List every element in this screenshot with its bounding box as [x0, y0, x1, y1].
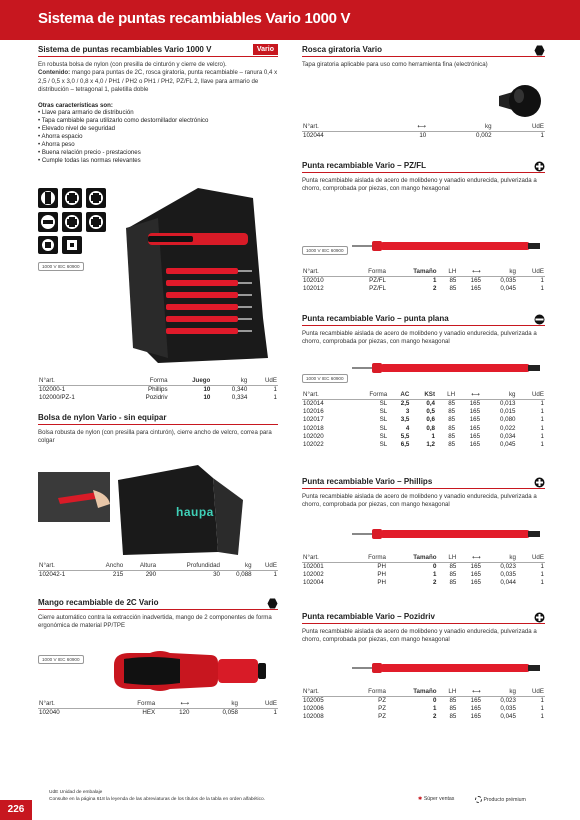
cell: 165: [469, 416, 481, 424]
col-header: N°art.: [38, 700, 101, 709]
col-header: kg: [482, 554, 517, 563]
cell: 102016: [303, 408, 324, 416]
cell: 2: [433, 285, 437, 293]
cell: PZ: [378, 705, 387, 713]
col-header: Forma: [101, 700, 156, 709]
cell: 0: [433, 697, 437, 704]
col-header: kg: [481, 391, 516, 400]
col-header: Tamaño: [387, 688, 437, 697]
cell: 102042-1: [39, 571, 66, 578]
cell: 85: [448, 416, 456, 424]
cell: 1: [540, 432, 544, 440]
col-header: LH: [438, 688, 458, 697]
cell: 102000-1: [39, 386, 66, 393]
legend-label: Súper ventas: [423, 796, 455, 802]
cell: 0,035: [500, 277, 516, 284]
cell: 1: [540, 408, 544, 416]
cell: 1: [540, 571, 544, 579]
cell: 1: [273, 394, 277, 402]
pzfl-table: [302, 268, 545, 293]
cell: 1: [540, 705, 544, 713]
cell: 102012: [303, 285, 324, 293]
section-title: [38, 412, 278, 425]
cell: 0,045: [500, 285, 516, 293]
mango-description: Cierre automático contra la extracción inadvertida, mango de 2 componentes de forma ergonómica de material PP/TPE: [38, 614, 272, 630]
cell: 4: [405, 424, 410, 432]
col-header: Ancho: [89, 562, 124, 571]
cell: 102017: [303, 416, 324, 424]
page-title: Sistema de puntas recambiables Vario 1000 V: [38, 10, 351, 27]
cell: 85: [449, 277, 457, 284]
cell: 3: [405, 408, 410, 416]
col-header: AC: [388, 391, 410, 400]
col-header: N°art.: [302, 268, 347, 277]
page-number: 226: [0, 800, 32, 820]
cell: SL: [379, 416, 388, 424]
cell: 102005: [303, 697, 324, 704]
cell: HEX: [142, 709, 156, 716]
col-header: kg: [482, 688, 517, 697]
table-row: [38, 571, 278, 580]
pozidriv-icon: [534, 612, 545, 623]
product-image-bit-phillips: [352, 526, 542, 542]
pzfl-title: Punta recambiable Vario – PZ/FL: [302, 161, 427, 170]
cell: 1: [273, 571, 277, 578]
col-header: LH: [436, 391, 456, 400]
cell: 0,340: [231, 386, 248, 393]
feature-item: • Elevado nivel de seguridad: [38, 125, 278, 133]
cell: 0,045: [500, 441, 516, 449]
cell: 0,044: [500, 579, 516, 587]
cell: 5,5: [400, 432, 410, 440]
cell: 85: [448, 400, 456, 407]
feature-item: • Ahorra espacio: [38, 133, 278, 141]
col-header: kg: [221, 562, 253, 571]
cell: 165: [470, 571, 481, 579]
cell: SL: [379, 400, 388, 407]
cell: 0,035: [500, 571, 516, 579]
cell: SL: [379, 432, 388, 440]
phillips-description: Punta recambiable aislada de acero de molibdeno y vanadio endurecida, pulverizada a chorro, comprobada por piezas, con mango hexagonal: [302, 493, 537, 509]
table-row: [302, 697, 545, 706]
cell: 165: [469, 424, 481, 432]
table-row: [302, 285, 545, 293]
bolsa-title: Bolsa de nylon Vario - sin equipar: [38, 413, 167, 422]
cell: 85: [449, 705, 457, 713]
cell: 165: [470, 697, 481, 704]
cell: 165: [469, 400, 481, 407]
cell: 85: [448, 408, 456, 416]
col-header: UdE: [253, 562, 278, 571]
table-row: [302, 433, 545, 441]
feature-item: • Ahorra peso: [38, 141, 278, 149]
star-icon: ✱: [418, 796, 423, 802]
iec-badge: 1000 V IEC 60900: [302, 374, 348, 383]
section-title: [38, 44, 278, 57]
pozidriv-description: Punta recambiable aislada de acero de molibdeno y vanadio endurecida, pulverizada a chorro, comprobada por piezas, con mango hexagonal: [302, 628, 537, 644]
cell: 0,334: [231, 394, 248, 402]
main-set-title: Sistema de puntas recambiables Vario 1000 V: [38, 45, 212, 54]
bolsa-table: [38, 562, 278, 579]
premium-icon: [475, 796, 482, 803]
col-header: N°art.: [38, 377, 118, 386]
cell: 85: [449, 579, 457, 587]
product-image-toolset: [118, 188, 273, 366]
cell: 0,5: [426, 408, 435, 416]
legend-premium: [475, 796, 526, 803]
cell: 0,080: [500, 416, 516, 424]
cell: 0,015: [500, 408, 516, 416]
iec-badge: 1000 V IEC 60900: [38, 655, 84, 664]
table-row: [302, 563, 545, 572]
hex-icon: [534, 45, 545, 56]
section-pozidriv: [302, 611, 545, 645]
cell: 165: [470, 579, 481, 587]
table-row: [302, 579, 545, 587]
col-header: Altura: [124, 562, 157, 571]
pozidriv-title: Punta recambiable Vario – Pozidriv: [302, 612, 435, 621]
features-label: Otras características son:: [38, 101, 113, 109]
cell: 102040: [39, 709, 60, 716]
cell: 10: [203, 394, 211, 402]
cell: PH: [377, 579, 387, 587]
cell: 3,5: [400, 416, 410, 424]
legend-label: Producto prémium: [483, 796, 526, 803]
col-header: Forma: [347, 268, 387, 277]
col-header: kg: [427, 123, 492, 132]
cell: PH: [377, 571, 387, 579]
cell: 102044: [303, 132, 324, 139]
cell: 1: [540, 400, 544, 407]
section-title: [302, 313, 545, 326]
table-row: [302, 416, 545, 424]
cell: 85: [449, 285, 457, 293]
cell: 1: [540, 441, 544, 449]
feature-item: • Llave para armario de distribución: [38, 109, 278, 117]
col-header: ⟷: [457, 268, 482, 277]
cell: 1: [540, 132, 544, 139]
section-bolsa: [38, 412, 278, 446]
rosca-title: Rosca giratoria Vario: [302, 45, 383, 54]
features-list: [38, 109, 278, 166]
footer-note: Consulte en la página 618 la leyenda de las abreviaturas de los títulos de la tabla en orden alfabético.: [49, 796, 266, 802]
pozidriv-table: [302, 688, 545, 722]
col-header: UdE: [248, 377, 278, 386]
footer-note: UdE Unidad de embalaje: [49, 790, 103, 795]
cell: 85: [449, 713, 457, 721]
col-header: ⟷: [156, 700, 190, 709]
phillips-icon: [534, 477, 545, 488]
hex-icon: [267, 598, 278, 609]
cell: 10: [419, 132, 427, 139]
cell: 1: [540, 424, 544, 432]
cell: 1,2: [426, 441, 435, 449]
col-header: N°art.: [38, 562, 89, 571]
col-header: UdE: [517, 688, 545, 697]
cell: 102001: [303, 563, 324, 570]
cell: PH: [377, 563, 387, 570]
cell: 102018: [303, 424, 324, 432]
footer-notes: [49, 790, 265, 803]
cell: 102002: [303, 571, 324, 579]
table-row: [302, 705, 545, 713]
product-image-cap: [495, 82, 545, 120]
col-header: kg: [482, 268, 517, 277]
cell: PZ: [378, 697, 387, 704]
cell: 85: [448, 432, 456, 440]
col-header: ⟷: [456, 391, 481, 400]
contenido-text: mango para puntas de 2C, rosca giratoria, punta recambiable – ranura 0,4 x 2,5 / 0,5 x 3,0 / 0,8 x 4,0 / PH1 / PH2 o PH1 / PH2, PZ/FL 2, llave para armario de distribución – tetragonal 1, paletilla doble: [38, 69, 278, 94]
cell: 102020: [303, 432, 324, 440]
table-row: [302, 571, 545, 579]
product-image-handle: [110, 645, 270, 697]
col-header: Profundidad: [157, 562, 221, 571]
table-row: [302, 441, 545, 449]
cell: 165: [470, 277, 481, 284]
cell: 102006: [303, 705, 324, 713]
cell: 1: [540, 277, 544, 284]
cell: 1: [273, 386, 277, 393]
cell: 1: [433, 277, 437, 284]
table-row: [302, 132, 545, 141]
cell: 2: [433, 579, 437, 587]
legend-bestseller: [418, 796, 454, 802]
cell: PZ/FL: [369, 277, 387, 284]
cell: 0,023: [500, 563, 516, 570]
col-header: UdE: [493, 123, 545, 132]
cell: 1: [433, 571, 437, 579]
vario-tag: Vario: [253, 44, 278, 55]
feature-item: • Buena relación precio - prestaciones: [38, 149, 278, 157]
col-header: ⟷: [457, 688, 482, 697]
cell: 0,035: [500, 705, 516, 713]
pzfl-description: Punta recambiable aislada de acero de molibdeno y vanadio endurecida, pulverizada a chorro, comprobada por piezas, con mango hexagonal: [302, 177, 537, 193]
table-row: [302, 400, 545, 409]
section-pzfl: [302, 160, 545, 194]
phillips-title: Punta recambiable Vario – Phillips: [302, 477, 433, 486]
plana-description: Punta recambiable aislada de acero de molibdeno y vanadio endurecida, pulverizada a chorro, comprobada por piezas, con mango hexagonal: [302, 330, 537, 346]
phillips-table: [302, 554, 545, 588]
col-header: UdE: [239, 700, 278, 709]
cell: 0,058: [222, 709, 238, 716]
cell: 165: [469, 432, 481, 440]
col-header: ⟷: [387, 123, 428, 132]
product-image-pouch: [38, 460, 278, 560]
col-header: Forma: [347, 688, 387, 697]
cell: 85: [448, 441, 456, 449]
cell: 165: [469, 408, 481, 416]
table-row: [302, 277, 545, 286]
cell: 1: [433, 705, 437, 713]
cell: 85: [449, 697, 457, 704]
section-main-set: [38, 44, 278, 165]
cell: 10: [203, 386, 211, 393]
cell: 120: [179, 709, 190, 716]
rosca-table: [302, 123, 545, 140]
cell: 0,8: [426, 424, 435, 432]
col-header: N°art.: [302, 123, 387, 132]
cell: 1: [540, 563, 544, 570]
table-row: [302, 425, 545, 433]
cell: 0,4: [426, 400, 435, 407]
cell: 165: [470, 563, 481, 570]
cell: 0,023: [500, 697, 516, 704]
product-image-bit-pzfl: [302, 232, 545, 260]
section-plana: [302, 313, 545, 347]
cell: PZ: [378, 713, 387, 721]
cell: 102008: [303, 713, 324, 721]
product-image-bit-pozidriv: [352, 660, 542, 676]
cell: 0,045: [500, 713, 516, 721]
cell: 0,6: [426, 416, 435, 424]
section-title: [38, 597, 278, 610]
cell: 102004: [303, 579, 324, 587]
cell: 1: [540, 713, 544, 721]
col-header: kg: [190, 700, 239, 709]
plana-table: [302, 391, 545, 449]
section-title: [302, 611, 545, 624]
tool-icon-grid: [38, 188, 110, 254]
cell: 0,013: [500, 400, 516, 407]
section-title: [302, 476, 545, 489]
table-row: [302, 408, 545, 416]
mango-title: Mango recambiable de 2C Vario: [38, 598, 159, 607]
col-header: Forma: [347, 554, 387, 563]
col-header: KSt: [410, 391, 436, 400]
col-header: Tamaño: [387, 268, 437, 277]
cell: 215: [112, 571, 124, 578]
cell: 2: [433, 713, 437, 721]
cell: 1: [273, 709, 277, 716]
col-header: UdE: [517, 554, 545, 563]
cell: 165: [470, 285, 481, 293]
cell: Phillips: [147, 386, 168, 393]
section-rosca: [302, 44, 545, 69]
cell: 85: [449, 571, 457, 579]
cell: 102022: [303, 441, 324, 449]
cell: 85: [448, 424, 456, 432]
iec-badge: 1000 V IEC 60900: [302, 246, 348, 255]
cell: 165: [470, 705, 481, 713]
cell: 85: [449, 563, 457, 570]
cell: 0,088: [236, 571, 252, 578]
cell: 1: [540, 697, 544, 704]
main-desc-line: En robusta bolsa de nylon (con presilla de cinturón y cierre de velcro).: [38, 61, 227, 68]
cell: 0: [433, 563, 437, 570]
col-header: Forma: [118, 377, 169, 386]
col-header: LH: [438, 268, 458, 277]
cell: 2,5: [400, 400, 410, 407]
section-title: [302, 44, 545, 57]
cell: SL: [379, 424, 388, 432]
col-header: kg: [211, 377, 248, 386]
plana-title: Punta recambiable Vario – punta plana: [302, 314, 449, 323]
page-header: [0, 0, 580, 40]
section-mango: [38, 597, 278, 631]
col-header: Juego: [169, 377, 212, 386]
col-header: Tamaño: [387, 554, 437, 563]
col-header: N°art.: [302, 688, 347, 697]
bolsa-description: Bolsa robusta de nylon (con presilla para cinturón), cierre ancho de velcro, correa para colgar: [38, 429, 272, 445]
cell: 6,5: [400, 441, 410, 449]
contenido-label: Contenido:: [38, 69, 71, 77]
cell: 1: [431, 432, 435, 440]
cell: PZ/FL: [369, 285, 387, 293]
cell: 1: [540, 416, 544, 424]
haupa-logo: haupa: [176, 505, 214, 519]
col-header: UdE: [517, 268, 545, 277]
cell: 0,002: [476, 132, 492, 139]
main-set-description: [38, 61, 278, 95]
col-header: LH: [438, 554, 458, 563]
cell: 102014: [303, 400, 324, 407]
col-header: Forma: [348, 391, 388, 400]
cell: 102000/PZ-1: [39, 394, 75, 402]
cell: 165: [470, 713, 481, 721]
cell: 1: [540, 579, 544, 587]
feature-item: • Cumple todas las normas relevantes: [38, 157, 278, 165]
cell: 1: [540, 285, 544, 293]
mango-table: [38, 700, 278, 717]
cell: 0,034: [500, 432, 516, 440]
col-header: N°art.: [302, 391, 348, 400]
section-title: [302, 160, 545, 173]
table-row: [38, 386, 278, 395]
main-set-table: [38, 377, 278, 402]
col-header: N°art.: [302, 554, 347, 563]
cell: 0,022: [500, 424, 516, 432]
cell: 102010: [303, 277, 324, 284]
cell: SL: [379, 441, 388, 449]
cell: 30: [213, 571, 220, 578]
cell: Pozidriv: [145, 394, 168, 402]
iec-badge: 1000 V IEC 60900: [38, 262, 84, 271]
cell: SL: [379, 408, 388, 416]
slotted-icon: [534, 314, 545, 325]
feature-item: • Tapa cambiable para utilizarlo como destornillador electrónico: [38, 117, 278, 125]
cell: 290: [145, 571, 157, 578]
col-header: UdE: [516, 391, 545, 400]
rosca-description: Tapa giratoria aplicable para uso como herramienta fina (electrónica): [302, 61, 488, 68]
cell: 165: [469, 441, 481, 449]
table-row: [302, 713, 545, 721]
table-row: [38, 394, 278, 402]
table-row: [38, 709, 278, 718]
product-image-bit-slotted: [302, 358, 545, 386]
pozidriv-icon: [534, 161, 545, 172]
section-phillips: [302, 476, 545, 510]
col-header: ⟷: [457, 554, 482, 563]
